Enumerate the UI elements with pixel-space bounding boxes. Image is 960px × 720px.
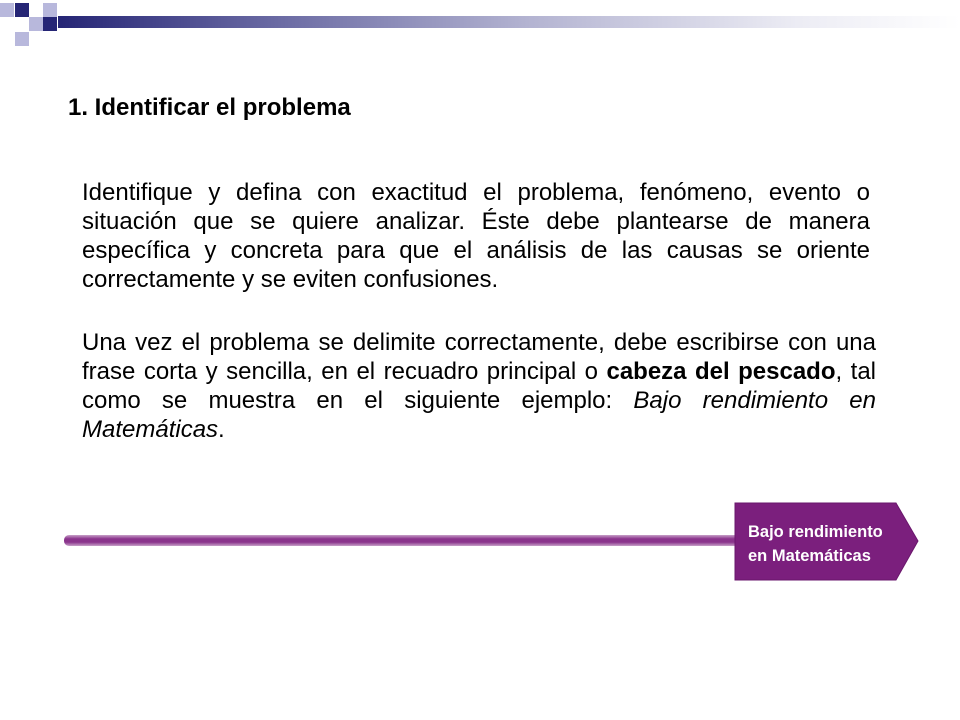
paragraph-line: específica y concreta para que el análisis de las causas se oriente (82, 237, 870, 264)
paragraph-line: Identifique y defina con exactitud el problema, fenómeno, evento o (82, 179, 870, 206)
fish-spine-line (64, 535, 740, 546)
paragraph-text: , tal (835, 358, 876, 385)
paragraph-line: Una vez el problema se delimite correctamente, debe escribirse con una (82, 329, 876, 356)
paragraph-text: como se muestra en el siguiente ejemplo: (82, 387, 634, 414)
slide-title: 1. Identificar el problema (68, 94, 351, 121)
fish-head-label-line1: Bajo rendimiento (748, 523, 883, 541)
fish-head-label-line2: en Matemáticas (748, 547, 871, 565)
paragraph-text: frase corta y sencilla, en el recuadro principal o (82, 358, 607, 385)
italic-example-text: Matemáticas (82, 416, 219, 443)
paragraph-line: correctamente y se eviten confusiones. (82, 266, 499, 293)
bold-term-fish-head: cabeza del pescado (606, 358, 836, 385)
paragraph-text: . (218, 416, 225, 443)
paragraph-line: situación que se quiere analizar. Éste debe plantearse de manera (82, 208, 870, 235)
italic-example-text: Bajo rendimiento en (633, 387, 876, 414)
